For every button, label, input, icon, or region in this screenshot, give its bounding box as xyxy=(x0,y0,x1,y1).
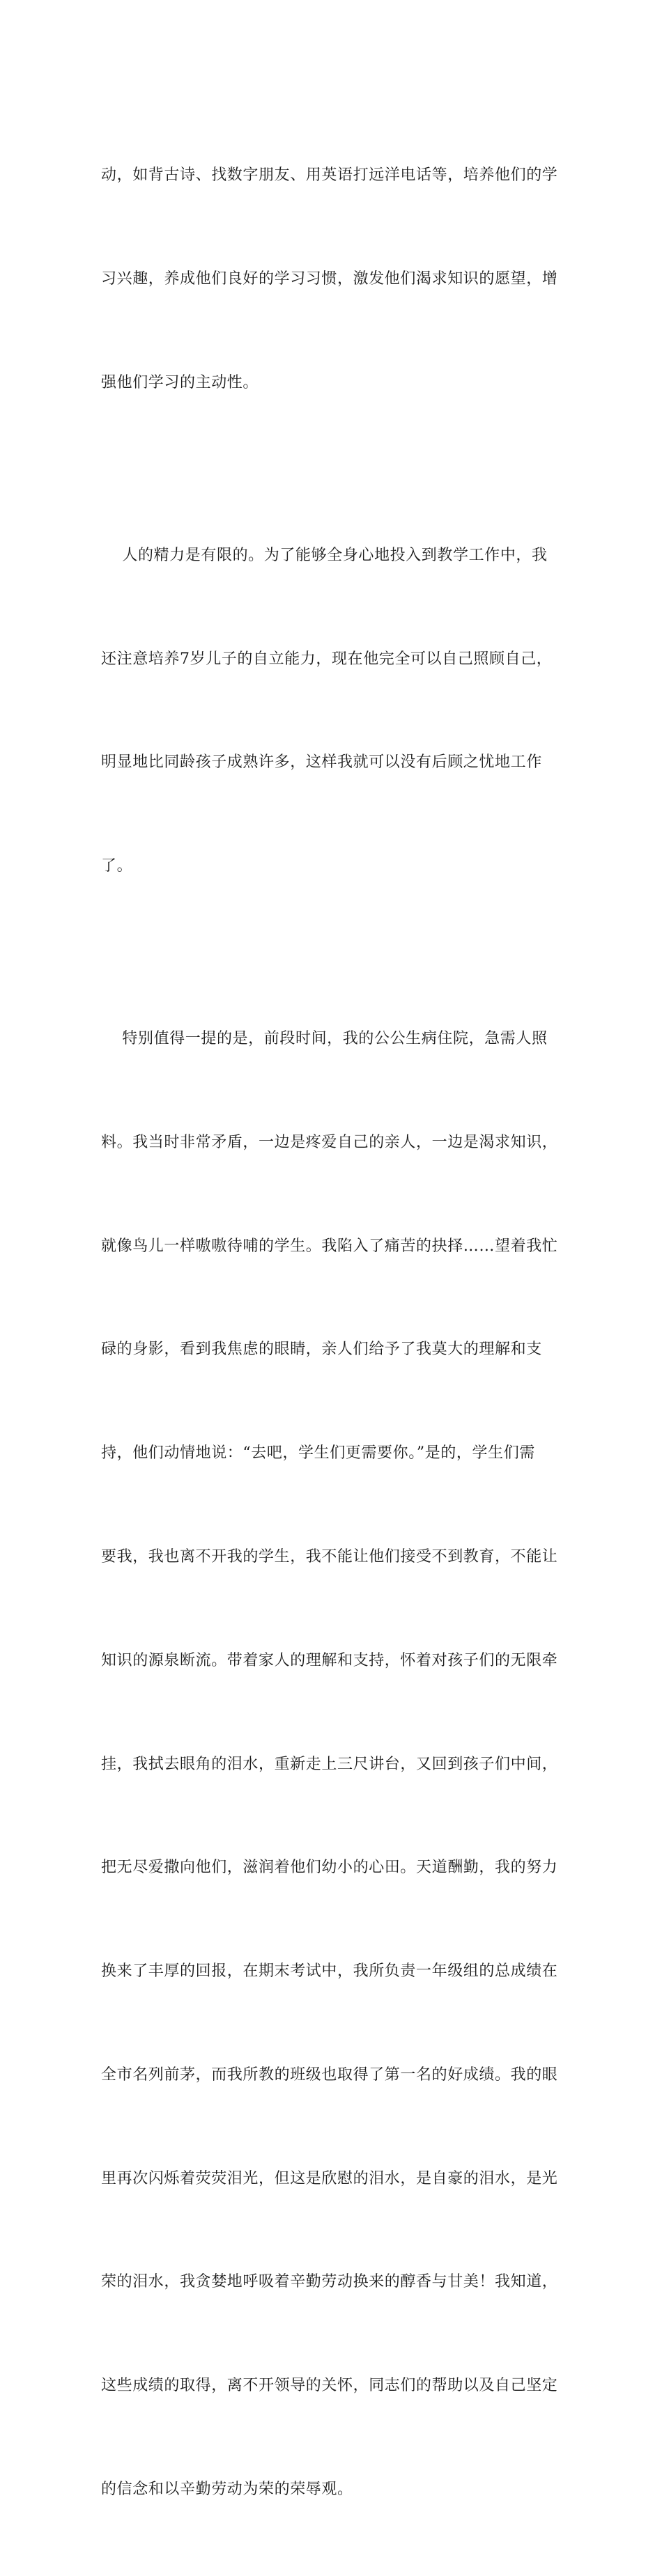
paragraph-2 xyxy=(101,469,561,953)
text-line: 了。 xyxy=(101,857,133,875)
text-line: 的信念和以辛勤劳动为荣的荣辱观。 xyxy=(101,2480,353,2498)
text-line: 特别值得一提的是，前段时间，我的公公生病住院，急需人照 xyxy=(101,1030,548,1048)
text-line: 强他们学习的主动性。 xyxy=(101,373,259,391)
text-line: 里再次闪烁着荧荧泪光，但这是欣慰的泪水，是自豪的泪水，是光 xyxy=(101,2169,558,2187)
text-line: 把无尽爱撒向他们，滋润着他们幼小的心田。天道酬勤，我的努力 xyxy=(101,1859,558,1877)
paragraph-1 xyxy=(101,89,561,469)
text-line: 知识的源泉断流。带着家人的理解和支持，怀着对孩子们的无限牵 xyxy=(101,1651,558,1669)
text-line: 持，他们动情地说：“去吧，学生们更需要你。”是的，学生们需 xyxy=(101,1444,535,1462)
text-line: 换来了丰厚的回报，在期末考试中，我所负责一年级组的总成绩在 xyxy=(101,1962,558,1981)
text-line: 挂，我拭去眼角的泪水，重新走上三尺讲台，又回到孩子们中间， xyxy=(101,1755,558,1773)
text-line: 人的精力是有限的。为了能够全身心地投入到教学工作中，我 xyxy=(101,546,548,564)
text-line: 还注意培养7岁儿子的自立能力，现在他完全可以自己照顾自己， xyxy=(101,650,553,668)
text-line: 要我，我也离不开我的学生，我不能让他们接受不到教育，不能让 xyxy=(101,1547,558,1566)
text-line: 料。我当时非常矛盾，一边是疼爱自己的亲人，一边是渴求知识， xyxy=(101,1133,558,1151)
text-line: 碌的身影，看到我焦虑的眼睛，亲人们给予了我莫大的理解和支 xyxy=(101,1341,542,1359)
text-line: 动，如背古诗、找数字朋友、用英语打远洋电话等，培养他们的学 xyxy=(101,166,558,185)
text-line: 就像鸟儿一样嗷嗷待哺的学生。我陷入了痛苦的抉择……望着我忙 xyxy=(101,1237,558,1255)
body-text xyxy=(101,89,561,2576)
text-line: 这些成绩的取得，离不开领导的关怀，同志们的帮助以及自己坚定 xyxy=(101,2377,558,2395)
text-line: 明显地比同龄孩子成熟许多，这样我就可以没有后顾之忧地工作 xyxy=(101,754,542,772)
text-line: 习兴趣，养成他们良好的学习习惯，激发他们渴求知识的愿望，增 xyxy=(101,270,558,288)
text-line: 全市名列前茅，而我所教的班级也取得了第一名的好成绩。我的眼 xyxy=(101,2066,558,2084)
text-line: 荣的泪水，我贪婪地呼吸着辛勤劳动换来的醇香与甘美！我知道， xyxy=(101,2273,558,2291)
paragraph-3 xyxy=(101,953,561,2576)
